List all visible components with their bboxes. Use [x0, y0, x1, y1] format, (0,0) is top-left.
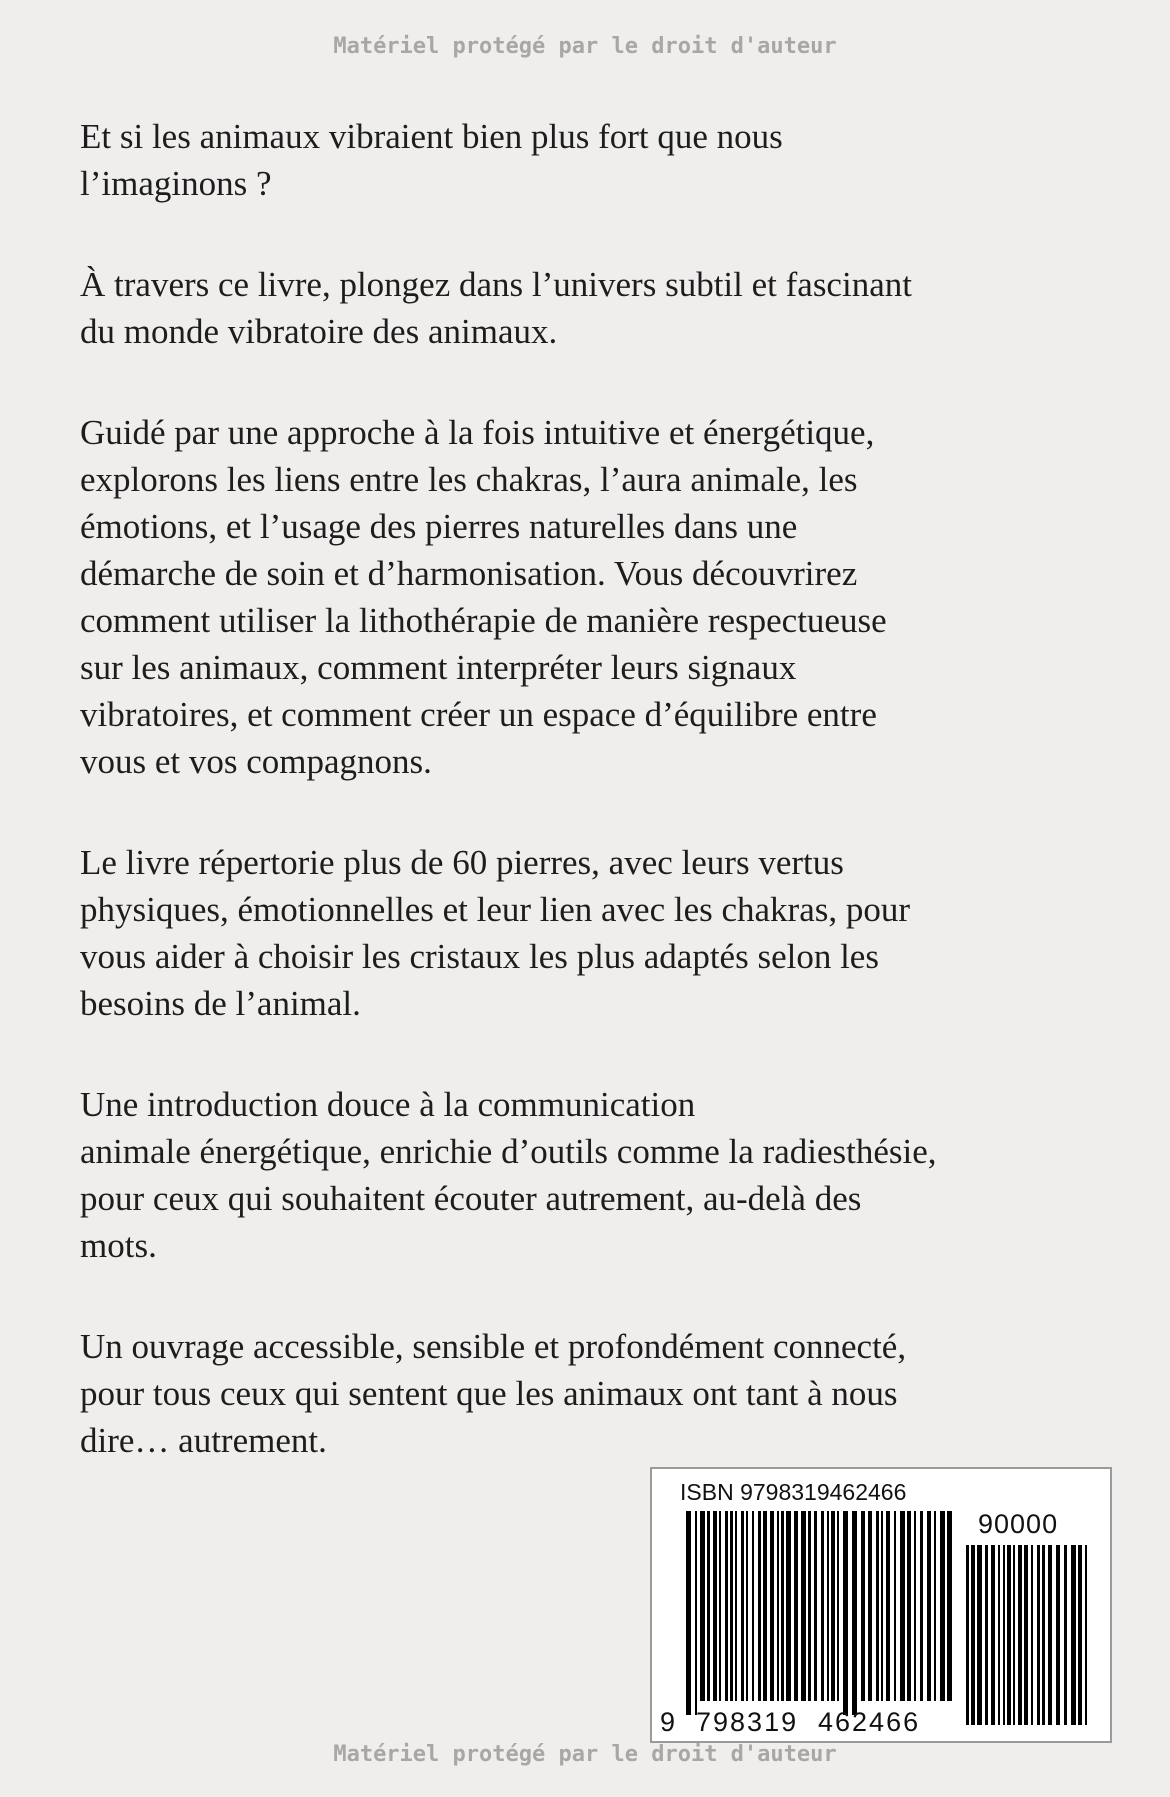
paragraph-book-universe — [80, 261, 1100, 355]
barcode-bar — [707, 1511, 710, 1701]
barcode-bar — [940, 1511, 945, 1701]
barcode-bar — [907, 1511, 911, 1701]
paragraph-intro-question — [80, 113, 1100, 207]
barcode-bar — [1042, 1545, 1045, 1725]
barcode-bar — [914, 1511, 916, 1701]
barcode-bar — [894, 1511, 896, 1701]
text-line: besoins de l’animal. — [80, 984, 361, 1023]
text-line: sur les animaux, comment interpréter leurs signaux — [80, 648, 797, 687]
barcode-addon-number: 90000 — [978, 1509, 1059, 1539]
barcode-bar — [947, 1511, 952, 1701]
barcode-bar — [1018, 1545, 1022, 1725]
barcode-bar — [998, 1545, 1000, 1725]
barcode-bar — [827, 1511, 829, 1701]
barcode-bar — [1003, 1545, 1005, 1725]
barcode-bar — [1078, 1545, 1082, 1725]
text-line: Une introduction douce à la communication — [80, 1085, 696, 1124]
barcode-bar — [1056, 1545, 1060, 1725]
text-line: pour ceux qui souhaitent écouter autrement, au-delà des — [80, 1179, 862, 1218]
barcode-bar — [786, 1511, 791, 1701]
barcode-bar — [1007, 1545, 1011, 1725]
barcode-bar — [881, 1511, 883, 1701]
copyright-watermark-top: Matériel protégé par le droit d'auteur — [333, 34, 837, 59]
text-line: vous aider à choisir les cristaux les plus adaptés selon les — [80, 937, 879, 976]
barcode-bar — [831, 1511, 835, 1701]
text-line: démarche de soin et d’harmonisation. Vous découvrirez — [80, 554, 858, 593]
barcode-bar — [763, 1511, 767, 1701]
barcode-bar — [1064, 1545, 1067, 1725]
barcode-bar — [934, 1511, 936, 1701]
barcode-guard-bar — [695, 1511, 697, 1715]
text-line: Et si les animaux vibraient bien plus fort que nous — [80, 117, 783, 156]
barcode-bar — [991, 1545, 995, 1725]
text-line: À travers ce livre, plongez dans l’univers subtil et fascinant — [80, 265, 912, 304]
barcode-bar — [777, 1511, 779, 1701]
barcode-bar — [920, 1511, 923, 1701]
barcode-bar — [808, 1511, 811, 1701]
barcode-bar — [861, 1511, 865, 1701]
barcode-left-digits: 798319 — [696, 1707, 799, 1737]
text-line: explorons les liens entre les chakras, l’aura animale, les — [80, 460, 858, 499]
barcode-guard-bar — [686, 1511, 691, 1715]
barcode-bar — [741, 1511, 744, 1701]
barcode-bar — [821, 1511, 824, 1701]
text-line: émotions, et l’usage des pierres naturelles dans une — [80, 507, 798, 546]
paragraph-approach — [80, 409, 1100, 785]
barcode-bar — [900, 1511, 905, 1701]
barcode-bar — [770, 1511, 774, 1701]
barcode-bar — [725, 1511, 728, 1701]
barcode-bar — [730, 1511, 733, 1701]
paragraph-stones — [80, 839, 1100, 1027]
barcode-bar — [801, 1511, 806, 1701]
barcode-right-digits: 462466 — [818, 1707, 921, 1737]
barcode-bar — [1037, 1545, 1040, 1725]
barcode-bar — [814, 1511, 817, 1701]
barcode-bar — [868, 1511, 872, 1701]
paragraph-conclusion — [80, 1323, 1100, 1464]
paragraph-communication — [80, 1081, 1100, 1269]
barcode-bar — [971, 1545, 975, 1725]
barcode-bar — [758, 1511, 761, 1701]
text-line: mots. — [80, 1226, 157, 1265]
barcode-bar — [1048, 1545, 1052, 1725]
barcode-bar — [966, 1545, 969, 1725]
copyright-watermark-bottom: Matériel protégé par le droit d'auteur — [333, 1742, 837, 1767]
text-line: dire… autrement. — [80, 1421, 327, 1460]
barcode-first-digit: 9 — [660, 1707, 678, 1737]
back-cover-text — [80, 113, 1100, 1518]
barcode-bar — [1031, 1545, 1033, 1725]
barcode-bar — [927, 1511, 931, 1701]
barcode-guard-bar — [852, 1511, 857, 1715]
text-line: du monde vibratoire des animaux. — [80, 312, 558, 351]
barcode-bar — [1071, 1545, 1076, 1725]
barcode-bar — [752, 1511, 754, 1701]
barcode-bar — [746, 1511, 748, 1701]
isbn-barcode — [650, 1467, 1112, 1743]
barcode-bar — [735, 1511, 737, 1701]
barcode-bars-icon — [652, 1469, 1114, 1745]
barcode-bar — [837, 1511, 839, 1701]
text-line: vibratoires, et comment créer un espace d’équilibre entre — [80, 695, 877, 734]
barcode-bar — [886, 1511, 890, 1701]
barcode-bar — [794, 1511, 798, 1701]
barcode-bar — [1024, 1545, 1028, 1725]
barcode-bar — [977, 1545, 982, 1725]
text-line: pour tous ceux qui sentent que les animaux ont tant à nous — [80, 1374, 898, 1413]
text-line: animale énergétique, enrichie d’outils comme la radiesthésie, — [80, 1132, 937, 1171]
barcode-bar — [985, 1545, 988, 1725]
barcode-bar — [713, 1511, 717, 1701]
text-line: l’imaginons ? — [80, 164, 272, 203]
barcode-bar — [700, 1511, 705, 1701]
barcode-guard-bar — [843, 1511, 848, 1715]
barcode-bar — [719, 1511, 721, 1701]
barcode-bar — [781, 1511, 784, 1701]
text-line: Un ouvrage accessible, sensible et profondément connecté, — [80, 1327, 907, 1366]
text-line: vous et vos compagnons. — [80, 742, 432, 781]
barcode-bar — [1013, 1545, 1015, 1725]
barcode-bar — [876, 1511, 879, 1701]
text-line: comment utiliser la lithothérapie de manière respectueuse — [80, 601, 887, 640]
text-line: Le livre répertorie plus de 60 pierres, avec leurs vertus — [80, 843, 844, 882]
text-line: Guidé par une approche à la fois intuitive et énergétique, — [80, 413, 875, 452]
barcode-bar — [1085, 1545, 1087, 1725]
text-line: physiques, émotionnelles et leur lien avec les chakras, pour — [80, 890, 911, 929]
isbn-label: ISBN 9798319462466 — [680, 1479, 907, 1505]
